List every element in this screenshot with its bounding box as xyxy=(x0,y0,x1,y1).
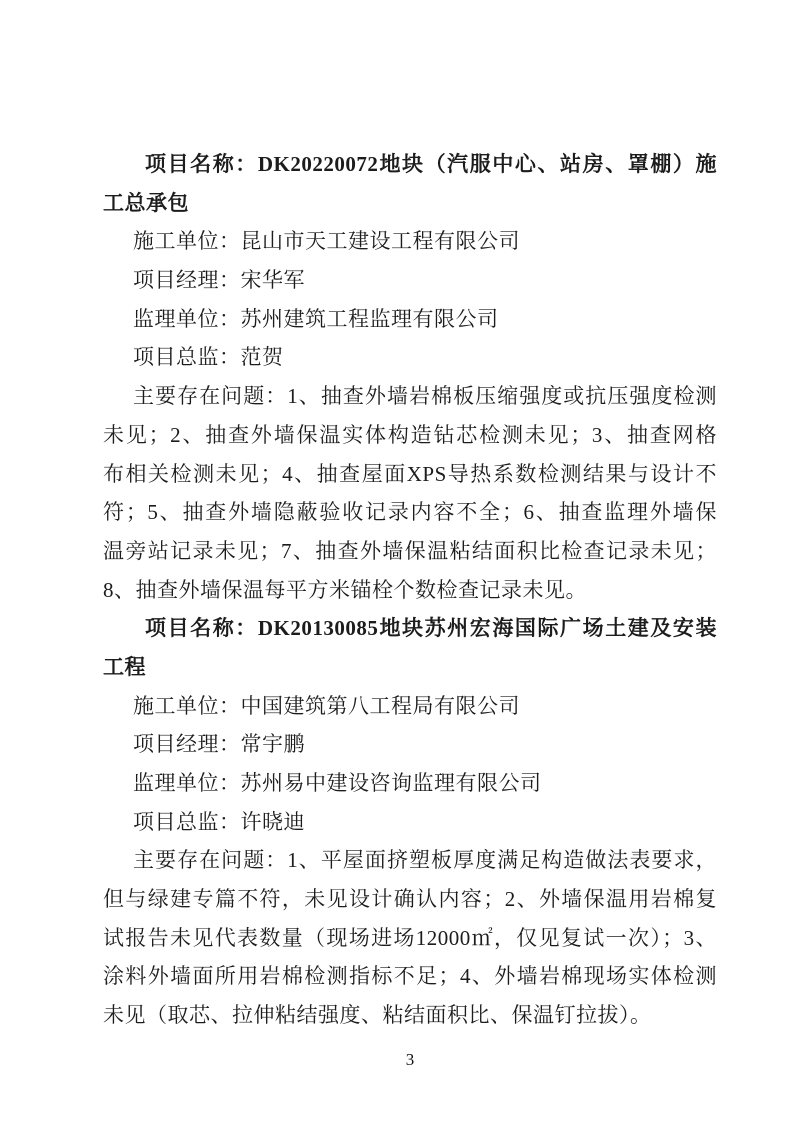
issues-line: 符；5、抽查外墙隐蔽验收记录内容不全；6、抽查监理外墙保 xyxy=(103,500,717,525)
page-number: 3 xyxy=(405,1049,415,1069)
issues-line: 但与绿建专篇不符，未见设计确认内容；2、外墙保温用岩棉复 xyxy=(103,887,717,912)
issues-line: 温旁站记录未见；7、抽查外墙保温粘结面积比检查记录未见； xyxy=(103,538,717,563)
project-name-line: 项目名称：DK20220072地块（汽服中心、站房、罩棚）施 xyxy=(145,152,717,176)
project-name-line: 项目名称：DK20130085地块苏州宏海国际广场土建及安装 xyxy=(145,616,717,641)
project-name-line: 工总承包 xyxy=(103,190,189,215)
project-block-2 xyxy=(103,609,717,1035)
supervision-unit-line: 监理单位：苏州易中建设咨询监理有限公司 xyxy=(133,771,542,795)
project-manager-line: 项目经理：宋华军 xyxy=(133,268,305,293)
chief-supervisor-line: 项目总监：范贺 xyxy=(133,345,284,370)
contractor-line: 施工单位：昆山市天工建设工程有限公司 xyxy=(133,229,520,254)
issues-line: 未见；2、抽查外墙保温实体构造钻芯检测未见；3、抽查网格 xyxy=(103,422,717,447)
supervision-unit-line: 监理单位：苏州建筑工程监理有限公司 xyxy=(133,306,499,331)
issues-line: 主要存在问题：1、抽查外墙岩棉板压缩强度或抗压强度检测 xyxy=(133,384,717,409)
issues-line: 涂料外墙面所用岩棉检测指标不足；4、外墙岩棉现场实体检测 xyxy=(103,964,717,989)
issues-line: 未见（取芯、拉伸粘结强度、粘结面积比、保温钉拉拔）。 xyxy=(103,1003,652,1028)
contractor-line: 施工单位：中国建筑第八工程局有限公司 xyxy=(133,693,520,718)
chief-supervisor-line: 项目总监：许晓迪 xyxy=(133,809,305,834)
project-manager-line: 项目经理：常宇鹏 xyxy=(133,732,305,757)
project-block-1 xyxy=(103,145,717,609)
issues-line: 布相关检测未见；4、抽查屋面XPS导热系数检测结果与设计不 xyxy=(103,461,717,486)
issues-line: 主要存在问题：1、平屋面挤塑板厚度满足构造做法表要求， xyxy=(133,848,717,873)
issues-line: 8、抽查外墙保温每平方米锚栓个数检查记录未见。 xyxy=(103,577,587,602)
issues-line: 试报告未见代表数量（现场进场12000㎡，仅见复试一次）；3、 xyxy=(103,925,717,950)
project-name-line: 工程 xyxy=(103,654,146,679)
